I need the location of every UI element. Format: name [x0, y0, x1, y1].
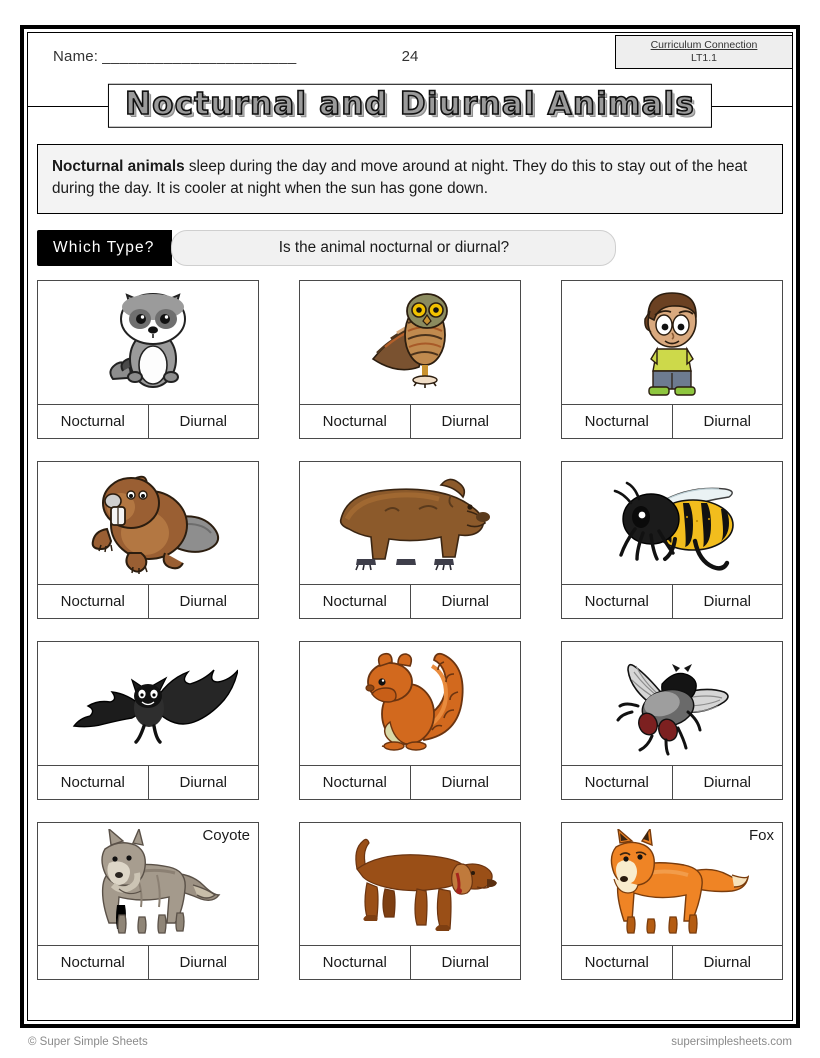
- animal-image-area: [300, 281, 520, 404]
- animal-image-area: [300, 642, 520, 765]
- animal-card[interactable]: [561, 461, 783, 620]
- animal-image-area: [300, 462, 520, 585]
- animal-card[interactable]: [37, 641, 259, 800]
- choice-nocturnal[interactable]: Nocturnal: [584, 773, 649, 791]
- bear-icon: [323, 471, 498, 576]
- worksheet-content: [27, 32, 793, 1021]
- choice-nocturnal[interactable]: Nocturnal: [322, 412, 387, 430]
- choice-nocturnal[interactable]: Nocturnal: [60, 412, 125, 430]
- definition-body: sleep during the day and move around at night. They do this to stay out of the heat during the day. It is cooler at night when the sun has gone down.: [52, 158, 748, 198]
- choice-diurnal[interactable]: Diurnal: [148, 405, 259, 438]
- bee-icon: [597, 469, 747, 577]
- animal-image-area: [38, 642, 258, 765]
- name-row: [27, 32, 793, 80]
- choice-row: [562, 404, 782, 438]
- choice-row: [562, 584, 782, 618]
- choice-row: [562, 945, 782, 979]
- animal-image-area: [562, 281, 782, 404]
- choice-nocturnal[interactable]: Nocturnal: [584, 593, 649, 611]
- choice-nocturnal[interactable]: Nocturnal: [60, 954, 125, 972]
- curriculum-connection-code: LT1.1: [690, 52, 718, 64]
- coyote-icon: [73, 829, 223, 939]
- curriculum-connection-box: [615, 35, 793, 69]
- choice-diurnal[interactable]: Diurnal: [672, 405, 783, 438]
- beaver-icon: [73, 467, 223, 579]
- choice-diurnal[interactable]: Diurnal: [148, 766, 259, 799]
- choice-diurnal[interactable]: Diurnal: [410, 946, 521, 979]
- which-type-label: Which Type?: [37, 230, 172, 266]
- animal-image-area: [38, 281, 258, 404]
- footer-website: supersimplesheets.com: [671, 1036, 792, 1048]
- choice-row: [38, 945, 258, 979]
- curriculum-connection-title: Curriculum Connection: [650, 38, 758, 51]
- choice-nocturnal[interactable]: Nocturnal: [322, 593, 387, 611]
- animal-image-area: [562, 462, 782, 585]
- owl-icon: [355, 287, 465, 399]
- title-box: [108, 84, 712, 128]
- choice-diurnal[interactable]: Diurnal: [410, 585, 521, 618]
- animal-card[interactable]: [299, 280, 521, 439]
- animal-card[interactable]: [37, 461, 259, 620]
- choice-nocturnal[interactable]: Nocturnal: [60, 773, 125, 791]
- definition-box: [37, 144, 783, 214]
- boy-icon: [629, 287, 715, 399]
- choice-row: [300, 765, 520, 799]
- choice-diurnal[interactable]: Diurnal: [672, 946, 783, 979]
- animal-card-grid: [37, 280, 783, 980]
- choice-row: [562, 765, 782, 799]
- choice-nocturnal[interactable]: Nocturnal: [60, 593, 125, 611]
- animal-card[interactable]: [299, 822, 521, 981]
- choice-row: [38, 765, 258, 799]
- page-number: 24: [401, 47, 419, 65]
- dog-icon: [323, 829, 498, 939]
- choice-diurnal[interactable]: Diurnal: [148, 946, 259, 979]
- choice-nocturnal[interactable]: Nocturnal: [584, 412, 649, 430]
- definition-bold-lead: Nocturnal animals: [52, 158, 185, 175]
- choice-row: [300, 945, 520, 979]
- choice-diurnal[interactable]: Diurnal: [410, 405, 521, 438]
- page-footer: [20, 1036, 800, 1048]
- animal-name-label: Fox: [748, 826, 774, 844]
- animal-card[interactable]: [37, 822, 259, 981]
- which-type-banner: [37, 230, 783, 266]
- choice-diurnal[interactable]: Diurnal: [148, 585, 259, 618]
- name-blank-line[interactable]: ______________________: [102, 47, 297, 65]
- fox-icon: [590, 829, 755, 939]
- choice-row: [300, 584, 520, 618]
- choice-diurnal[interactable]: Diurnal: [672, 585, 783, 618]
- animal-image-area: [38, 823, 258, 946]
- squirrel-icon: [346, 648, 474, 760]
- choice-nocturnal[interactable]: Nocturnal: [584, 954, 649, 972]
- bat-icon: [58, 652, 238, 756]
- choice-nocturnal[interactable]: Nocturnal: [322, 954, 387, 972]
- choice-nocturnal[interactable]: Nocturnal: [322, 773, 387, 791]
- choice-row: [300, 404, 520, 438]
- animal-image-area: [300, 823, 520, 946]
- animal-name-label: Coyote: [202, 826, 250, 844]
- animal-card[interactable]: [299, 461, 521, 620]
- animal-card[interactable]: [561, 641, 783, 800]
- fly-icon: [592, 650, 752, 758]
- animal-card[interactable]: [299, 641, 521, 800]
- page-title: Nocturnal and Diurnal Animals: [124, 85, 696, 122]
- animal-image-area: [562, 642, 782, 765]
- title-area: [27, 78, 793, 134]
- animal-card[interactable]: [561, 280, 783, 439]
- which-type-question: Is the animal nocturnal or diurnal?: [171, 230, 616, 266]
- animal-image-area: [38, 462, 258, 585]
- choice-diurnal[interactable]: Diurnal: [672, 766, 783, 799]
- choice-row: [38, 584, 258, 618]
- name-label: Name:: [53, 47, 99, 65]
- choice-diurnal[interactable]: Diurnal: [410, 766, 521, 799]
- footer-copyright: © Super Simple Sheets: [28, 1036, 148, 1048]
- animal-card[interactable]: [561, 822, 783, 981]
- choice-row: [38, 404, 258, 438]
- animal-image-area: [562, 823, 782, 946]
- animal-card[interactable]: [37, 280, 259, 439]
- raccoon-icon: [93, 287, 203, 399]
